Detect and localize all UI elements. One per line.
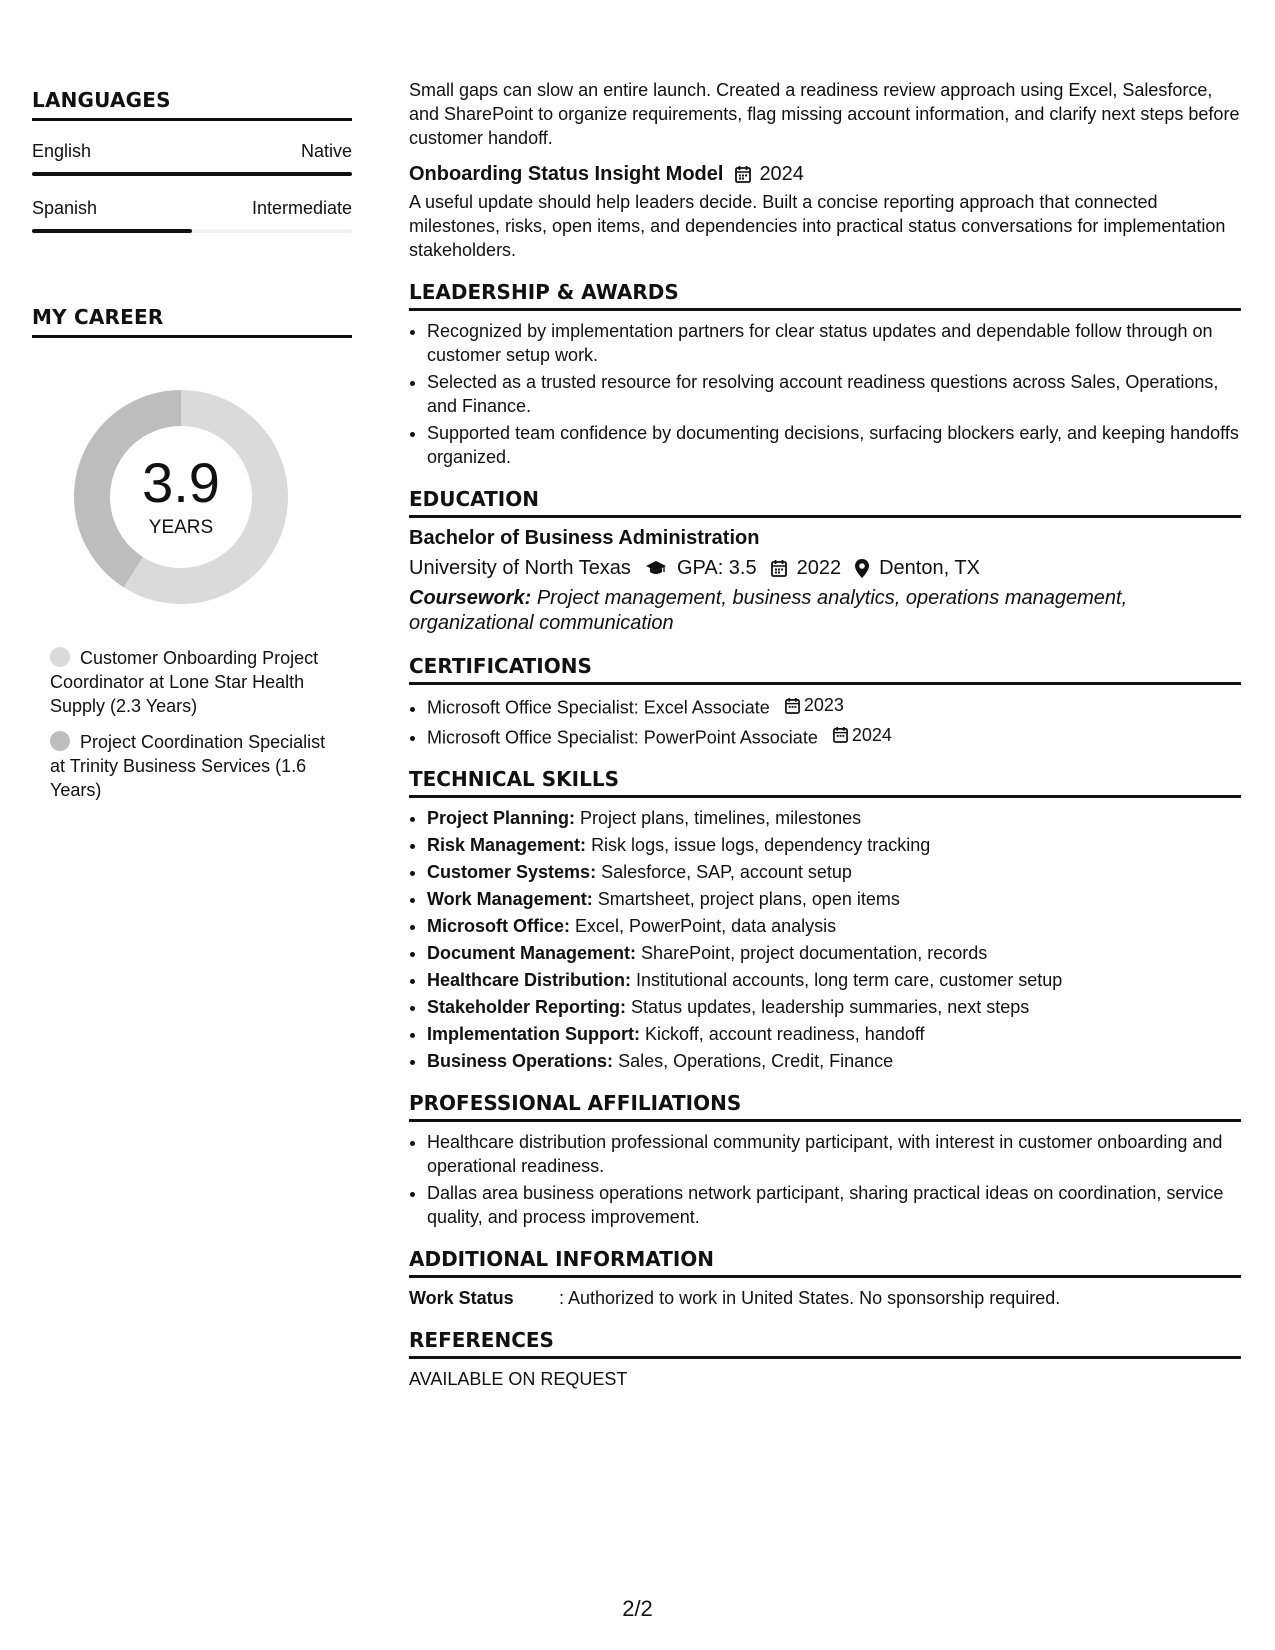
career-legend-item: [50, 646, 340, 718]
additional-info-title: ADDITIONAL INFORMATION: [409, 1247, 1241, 1278]
project-title: Onboarding Status Insight Model: [409, 163, 724, 185]
language-name: English: [32, 141, 92, 161]
skill-name: Healthcare Distribution:: [427, 970, 632, 990]
list-item: [427, 1049, 1241, 1073]
list-item: [427, 1022, 1241, 1046]
skill-name: Risk Management:: [427, 835, 587, 855]
skill-value: Kickoff, account readiness, handoff: [645, 1024, 925, 1044]
right-column: [409, 78, 1241, 1391]
coursework-text: Project management, business analytics, operations management, organizational communication: [409, 587, 1128, 634]
skill-name: Project Planning:: [427, 808, 576, 828]
language-item-english: [32, 141, 352, 176]
skills-list: [409, 806, 1241, 1073]
graduation-cap-icon: [645, 560, 667, 576]
list-item: [427, 806, 1241, 830]
skills-title: TECHNICAL SKILLS: [409, 767, 1241, 798]
work-status-value: : Authorized to work in United States. No sponsorship required.: [559, 1288, 1061, 1308]
career-legend-label: Project Coordination Specialist at Trinity Business Services (1.6 Years): [50, 732, 326, 800]
skill-value: Status updates, leadership summaries, next steps: [631, 997, 1030, 1017]
education-details: [409, 556, 1241, 580]
project-date: 2024: [759, 163, 804, 185]
skill-value: Salesforce, SAP, account setup: [601, 862, 852, 882]
skill-name: Business Operations:: [427, 1051, 614, 1071]
list-item: [427, 693, 1241, 720]
left-column: [32, 88, 352, 814]
calendar-icon: [771, 559, 787, 577]
certification-date: 2023: [803, 695, 844, 715]
list-item: [427, 887, 1241, 911]
career-total-unit: YEARS: [148, 517, 214, 538]
career-legend: [50, 646, 340, 802]
skill-name: Document Management:: [427, 943, 637, 963]
language-proficiency-fill: [32, 229, 192, 233]
skill-value: Project plans, timelines, milestones: [580, 808, 862, 828]
references-text: AVAILABLE ON REQUEST: [409, 1369, 628, 1389]
affiliations-list: [409, 1130, 1241, 1229]
list-item: [427, 995, 1241, 1019]
certifications-list: [409, 693, 1241, 749]
list-item: [427, 968, 1241, 992]
list-item: • Recognized by implementation partners for clear status updates and dependable follow through on customer setup work.: [427, 319, 1241, 367]
skill-value: SharePoint, project documentation, records: [641, 943, 988, 963]
skill-name: Customer Systems:: [427, 862, 597, 882]
page-number: 2/2: [622, 1596, 653, 1621]
skill-name: Implementation Support:: [427, 1024, 640, 1044]
leadership-title: LEADERSHIP & AWARDS: [409, 280, 1241, 311]
leadership-list: [409, 319, 1241, 469]
language-name: Spanish: [32, 198, 98, 218]
certification-name: Microsoft Office Specialist: PowerPoint Associate: [427, 727, 818, 747]
language-level: Native: [300, 141, 352, 161]
work-status-row: [409, 1286, 1241, 1310]
list-item: • Selected as a trusted resource for resolving account readiness questions across Sales, Operations, and Finance.: [427, 370, 1241, 418]
list-item: [427, 941, 1241, 965]
skill-value: Institutional accounts, long term care, customer setup: [636, 970, 1063, 990]
career-donut-chart: [66, 382, 296, 612]
language-level: Intermediate: [251, 198, 352, 218]
list-item: [427, 860, 1241, 884]
affiliations-title: PROFESSIONAL AFFILIATIONS: [409, 1091, 1241, 1122]
list-item: [427, 723, 1241, 750]
career-legend-item: [50, 730, 340, 802]
legend-dot-icon: [50, 647, 70, 667]
language-proficiency-bar: [32, 229, 352, 233]
coursework-label: Coursework:: [409, 587, 532, 609]
skill-value: Sales, Operations, Credit, Finance: [618, 1051, 894, 1071]
education-degree: Bachelor of Business Administration: [409, 527, 760, 549]
certification-date: 2024: [851, 724, 892, 745]
calendar-icon: [833, 726, 848, 743]
skill-value: Smartsheet, project plans, open items: [597, 889, 900, 909]
language-proficiency-bar: [32, 172, 352, 176]
skill-name: Work Management:: [427, 889, 593, 909]
language-item-spanish: [32, 198, 352, 233]
calendar-icon: [735, 165, 751, 183]
skill-value: Risk logs, issue logs, dependency tracking: [591, 835, 931, 855]
calendar-icon: [785, 697, 800, 714]
list-item: • Supported team confidence by documenting decisions, surfacing blockers early, and keeping handoffs organized.: [427, 421, 1241, 469]
skill-name: Microsoft Office:: [427, 916, 571, 936]
language-proficiency-fill: [32, 172, 352, 176]
languages-title: LANGUAGES: [32, 88, 352, 121]
work-status-label: Work Status: [409, 1288, 514, 1308]
skill-name: Stakeholder Reporting:: [427, 997, 627, 1017]
education-title: EDUCATION: [409, 487, 1241, 518]
project-description: A useful update should help leaders decide. Built a concise reporting approach that connected milestones, risks, open items, and dependencies into practical status conversations for implementation stakeholders.: [409, 192, 1226, 260]
project-description: Small gaps can slow an entire launch. Created a readiness review approach using Excel, Salesforce, and SharePoint to organize requirements, flag missing account information, and clarify next steps before customer handoff.: [409, 80, 1240, 148]
career-total-value: 3.9: [142, 451, 220, 514]
legend-dot-icon: [50, 731, 70, 751]
career-legend-label: Customer Onboarding Project Coordinator at Lone Star Health Supply (2.3 Years): [50, 648, 319, 716]
location-pin-icon: [855, 559, 869, 578]
education-coursework: [409, 586, 1241, 636]
list-item: • Healthcare distribution professional community participant, with interest in customer onboarding and operational readiness.: [427, 1130, 1241, 1178]
career-title: MY CAREER: [32, 305, 352, 338]
skill-value: Excel, PowerPoint, data analysis: [575, 916, 837, 936]
certifications-title: CERTIFICATIONS: [409, 654, 1241, 685]
list-item: • Dallas area business operations network participant, sharing practical ideas on coordination, service quality, and process improvement.: [427, 1181, 1241, 1229]
education-location: Denton, TX: [879, 557, 980, 579]
list-item: [427, 833, 1241, 857]
list-item: [427, 914, 1241, 938]
project-title-row: [409, 162, 1241, 186]
certification-name: Microsoft Office Specialist: Excel Associate: [427, 697, 770, 718]
education-school: University of North Texas: [409, 557, 631, 579]
education-gpa: GPA: 3.5: [676, 557, 757, 579]
references-title: REFERENCES: [409, 1328, 1241, 1359]
education-year: 2022: [796, 557, 842, 579]
